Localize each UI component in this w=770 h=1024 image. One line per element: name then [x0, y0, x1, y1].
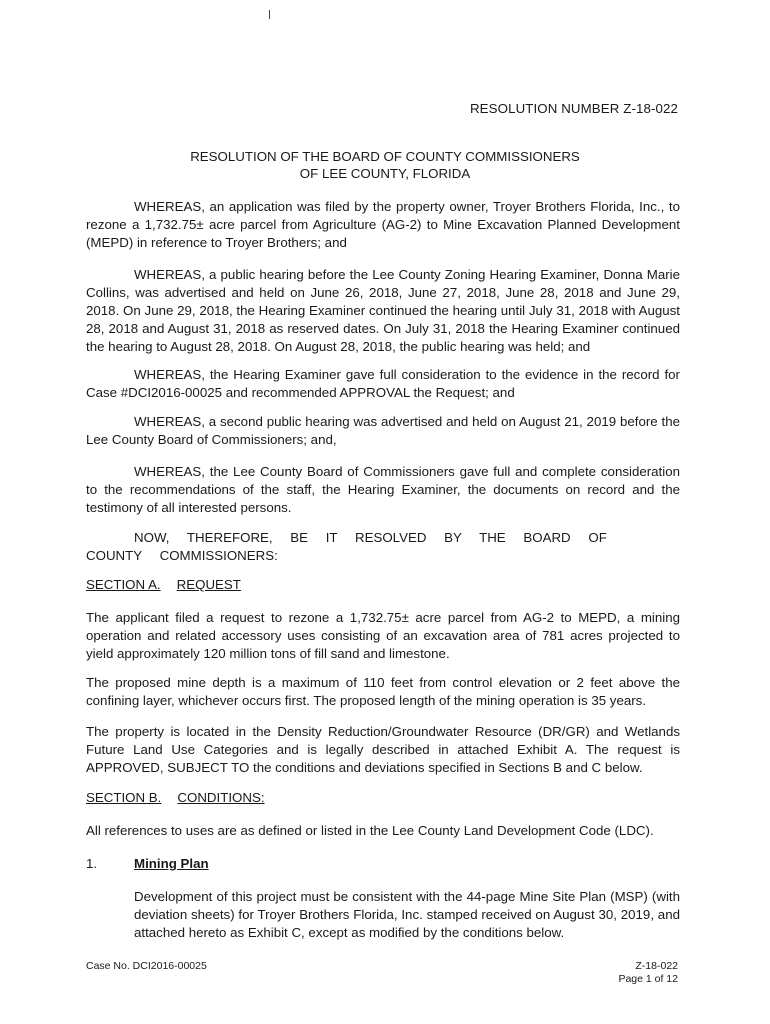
footer-case-number: Case No. DCI2016-00025 [86, 960, 207, 972]
section-a-label: SECTION A. [86, 577, 161, 592]
whereas-paragraph-3: WHEREAS, the Hearing Examiner gave full consideration to the evidence in the record for Case #DCI2016-00025 and recommended APPROVAL the Request; and [86, 367, 680, 400]
footer-page-number: Page 1 of 12 [618, 973, 678, 985]
section-b-name: CONDITIONS: [177, 790, 265, 805]
footer-resolution-number: Z-18-022 [635, 960, 678, 972]
section-b-heading [86, 789, 265, 807]
resolution-number: RESOLUTION NUMBER Z-18-022 [469, 101, 678, 116]
section-a-name: REQUEST [176, 577, 241, 592]
footer-page-info [618, 960, 678, 986]
section-b-intro: All references to uses are as defined or listed in the Lee County Land Development Code (LDC). [86, 823, 654, 838]
condition-1-title: Mining Plan [134, 856, 209, 871]
section-a-paragraph-1: The applicant filed a request to rezone a 1,732.75± acre parcel from AG-2 to MEPD, a mining operation and related accessory uses consisting of an excavation area of 781 acres projected to yield approximately 120 million tons of fill sand and limestone. [86, 610, 680, 661]
whereas-paragraph-1: WHEREAS, an application was filed by the property owner, Troyer Brothers Florida, Inc., to rezone a 1,732.75± acre parcel from Agriculture (AG-2) to Mine Excavation Planned Development (MEPD) in reference to Troyer Brothers; and [86, 199, 680, 250]
now-therefore-paragraph: NOW, THEREFORE, BE IT RESOLVED BY THE BOARD OF COUNTY COMMISSIONERS: [86, 530, 607, 563]
condition-1-text: Development of this project must be consistent with the 44-page Mine Site Plan (MSP) (with deviation sheets) for Troyer Brothers Florida, Inc. stamped received on August 30, 2019, and attached hereto as Exhibit C, except as modified by the conditions below. [134, 889, 680, 940]
resolution-title-line1: RESOLUTION OF THE BOARD OF COUNTY COMMISSIONERS [190, 149, 580, 164]
scan-mark [269, 10, 270, 19]
section-a-heading [86, 576, 241, 594]
section-b-label: SECTION B. [86, 790, 162, 805]
resolution-title-line2: OF LEE COUNTY, FLORIDA [299, 166, 471, 181]
section-a-paragraph-2: The proposed mine depth is a maximum of 110 feet from control elevation or 2 feet above the confining layer, whichever occurs first. The proposed length of the mining operation is 35 years. [86, 675, 680, 708]
section-a-paragraph-3: The property is located in the Density Reduction/Groundwater Resource (DR/GR) and Wetlands Future Land Use Categories and is legally described in attached Exhibit A. The request is APPROVED, SUBJECT TO the conditions and deviations specified in Sections B and C below. [86, 724, 680, 775]
whereas-paragraph-2: WHEREAS, a public hearing before the Lee County Zoning Hearing Examiner, Donna Marie Collins, was advertised and held on June 26, 2018, June 27, 2018, June 28, 2018 and June 29, 2018. On June 29, 2018, the Hearing Examiner continued the hearing until July 31, 2018 with August 28, 2018 and August 31, 2018 as reserved dates. On July 31, 2018 the Hearing Examiner continued the hearing to August 28, 2018. On August 28, 2018, the public hearing was held; and [86, 267, 680, 354]
whereas-paragraph-5: WHEREAS, the Lee County Board of Commissioners gave full and complete consideration to the recommendations of the staff, the Hearing Examiner, the documents on record and the testimony of all interested persons. [86, 464, 680, 515]
whereas-paragraph-4: WHEREAS, a second public hearing was advertised and held on August 21, 2019 before the Lee County Board of Commissioners; and, [86, 414, 680, 447]
condition-1-number: 1. [86, 856, 98, 871]
